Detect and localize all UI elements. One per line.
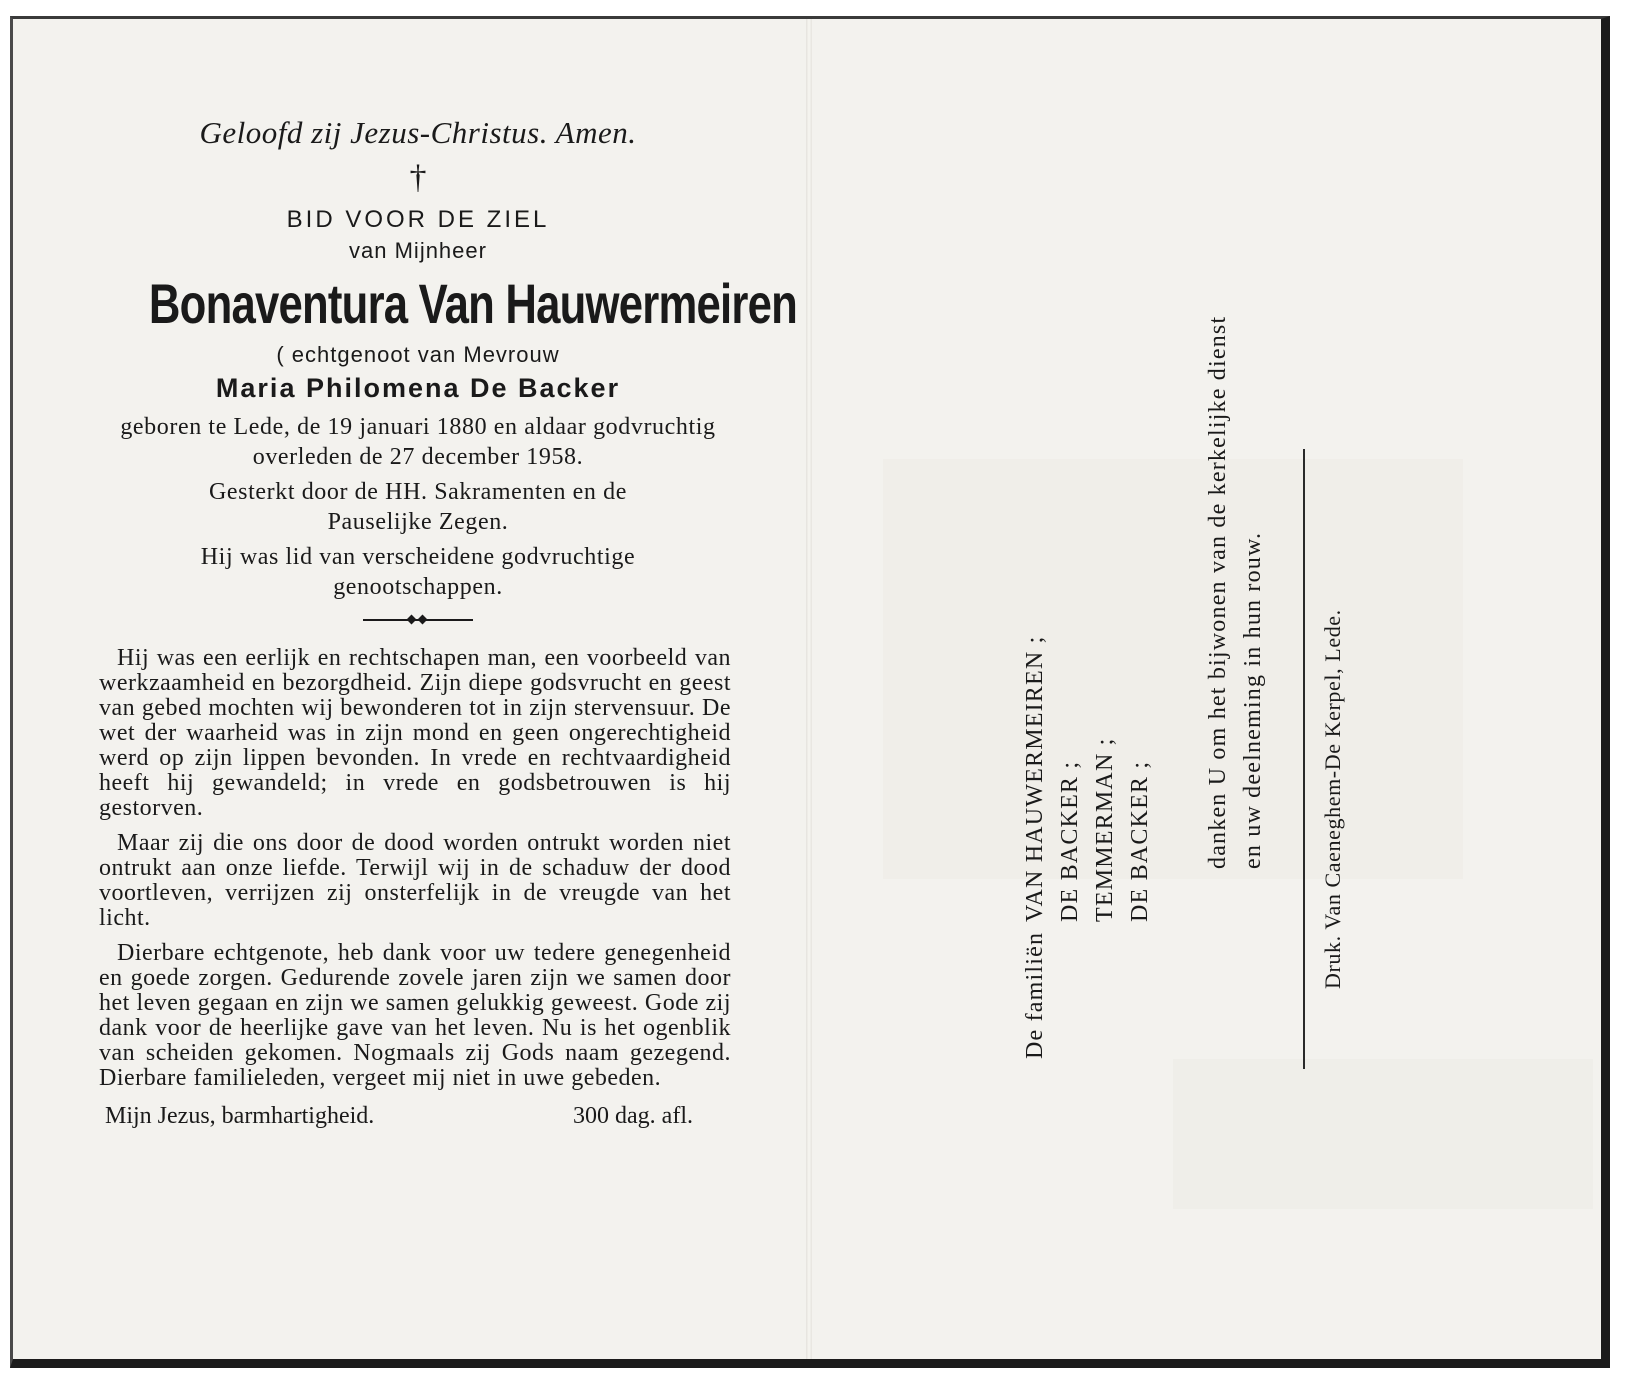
deceased-name: Bonaventura Van Hauwermeiren bbox=[148, 272, 798, 335]
sacraments-line: Gesterkt door de HH. Sakramenten en de Pauselijke Zegen. bbox=[208, 479, 627, 535]
societies-line: Hij was lid van verscheidene godvruchtige genootschappen. bbox=[200, 544, 636, 600]
family-name: DE BACKER ; bbox=[1127, 760, 1153, 922]
paragraph: Dierbare echtgenote, heb dank voor uw tedere genegenheid en goede zorgen. Gedurende zovele jaren zijn we samen door het leven gegaan en zijn we samen gelukkig geweest. Gode zij dank voor de heerlijke gave van het leven. Nu is het ogenblik van scheiden gekomen. Nogmaals zij Gods naam gezegend. Dierbare familieleden, vergeet mij niet in uwe gebeden. bbox=[99, 940, 731, 1091]
birth-death-line: geboren te Lede, de 19 januari 1880 en aldaar godvruchtig overleden de 27 december 1958. bbox=[120, 414, 716, 470]
family-name: DE BACKER ; bbox=[1057, 760, 1083, 922]
ornament-divider bbox=[363, 616, 473, 624]
family-name: VAN HAUWERMEIREN ; bbox=[1022, 635, 1048, 922]
paragraph: Maar zij die ons door de dood worden ontrukt worden niet ontrukt aan onze liefde. Terwijl wij in de schaduw der dood voortleven, verrijzen zij onsterfelijk in de vreugde van het licht. bbox=[99, 830, 731, 931]
closing-prayer: Mijn Jezus, barmhartigheid. bbox=[105, 1103, 375, 1129]
show-through-shadow bbox=[1173, 1059, 1593, 1209]
show-through-shadow bbox=[883, 459, 1463, 879]
printer-imprint: Druk. Van Caeneghem-De Kerpel, Lede. bbox=[1320, 609, 1345, 989]
invocation: Geloofd zij Jezus-Christus. Amen. bbox=[199, 115, 637, 150]
card-fold bbox=[806, 19, 812, 1359]
paragraph: Hij was een eerlijk en rechtschapen man, een voorbeeld van werkzaamheid en bezorgdheid. Zijn diepe godsvrucht en geest van gebed mochten wij bewonderen tot in zijn stervensuur. De wet der waarheid was in zijn mond en geen ongerechtigheid werd op zijn lippen bevonden. In vrede en rechtvaardigheid heeft hij gewandeld; in vrede en godsbetrouwen is hij gestorven. bbox=[99, 645, 731, 821]
honorific: van Mijnheer bbox=[349, 238, 487, 263]
body-text bbox=[73, 646, 763, 1091]
biography bbox=[73, 412, 763, 602]
mourning-card bbox=[10, 16, 1610, 1368]
separator-line bbox=[1303, 449, 1305, 1069]
cross-icon: † bbox=[409, 159, 427, 196]
left-panel bbox=[73, 114, 798, 1131]
thanks-line: danken U om het bijwonen van de kerkelijke dienst bbox=[1205, 315, 1231, 869]
indulgence: 300 dag. afl. bbox=[573, 1103, 693, 1129]
families-intro: De familiën bbox=[1022, 931, 1048, 1059]
closing-line bbox=[73, 1101, 763, 1131]
family-name: TEMMERMAN ; bbox=[1092, 737, 1118, 922]
spouse-intro: ( echtgenoot van Mevrouw bbox=[276, 342, 560, 367]
thanks-line: en uw deelneming in hun rouw. bbox=[1240, 531, 1266, 869]
spouse-name: Maria Philomena De Backer bbox=[215, 373, 621, 403]
pray-for-heading: BID VOOR DE ZIEL bbox=[286, 206, 550, 233]
